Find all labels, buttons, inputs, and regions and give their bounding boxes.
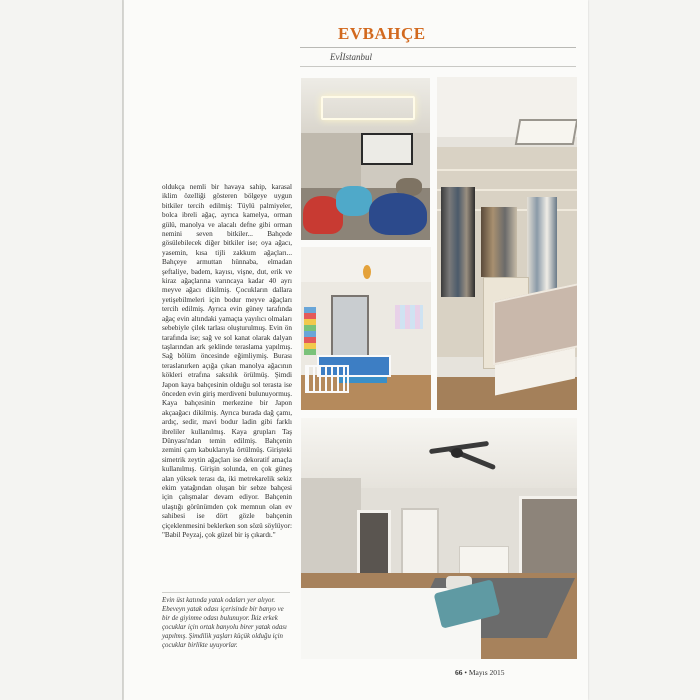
home-cinema-photo xyxy=(301,78,430,240)
page-footer xyxy=(455,668,505,677)
article-body xyxy=(162,183,292,540)
children-room-photo xyxy=(301,247,431,410)
caption-rule xyxy=(162,592,290,593)
section-title: EvİIstanbul xyxy=(330,52,372,62)
footer-separator: • xyxy=(462,668,469,677)
ceiling-fan-icon xyxy=(451,448,463,458)
photo-caption: Evin üst katında yatak odaları yer alıyor. Ebeveyn yatak odası içerisinde bir banyo ve bir de giyinme odası bulunuyor. İkiz erkek çocuklar için ortak banyolu birer yatak odası yapılmış. Şimdilik yaşları küçük olduğu için çocuklar birlikte uyuyorlar. xyxy=(162,597,287,649)
header-rule xyxy=(300,47,576,48)
magazine-brand: EVBAHÇE xyxy=(338,24,426,43)
page-number: 66 xyxy=(455,668,463,677)
article-paragraph: oldukça nemli bir havaya sahip, karasal iklim özelliği gösteren bölgeye uygun bitkiler tercih edilmiş: Tüylü palmiyeler, bolca ibreli ağaç, ayrıca kamelya, orman gülü, manolya ve alacalı defne gibi orman nemini seven bitkiler... Bahçede gösülebilecek diğer bitkiler ise; oya ağacı, yasemin, kısa tijli zakkum ağaçları... Bahçeye armuttan hünnaba, elmadan şeftaliye, badem, kayısı, vişne, dut, erik ve kiraz ağaçlarına varıncaya kadar 40 ayrı meyve ağacı dikilmiş. Çocukların dallara yetişebilmeleri için bodur meyve ağaçları tercih edilmiş. Ayrıca evin güney tarafında ağaç evin altındaki yamaçta yayılıcı olmaları sebebiyle çilek tarlası oluşturulmuş. Evin ön tarafında ise; sağ ve sol kanat olarak dalyan taşlarından ark şeklinde teraslama yapılmış. Sağ bölüm öncesinde eğimliymiş. Burası teraslanırken açığa çıkan manolya ağacının kökleri etrafına saksılık örülmüş. Şimdi Japon kaya bahçesinin olduğu sol terasta ise önceden evin giriş merdiveni bulunuyormuş. Kaya bahçesinin merkezine bir Japon akçaağacı dikilmiş. Ayrıca burada dağ çamı, ardıç, sedir, mavi bodur ladin gibi farklı ibreliler kullanılmış. Kaya grupları Taş Dünyası'ndan temin edilmiş. Bahçenin zemini çam kabuklarıyla örtülmüş. Girişteki simetrik zeytin ağaçları ise dekoratif amaçla kullanılmış. Girişin solunda, en çok güneş alan yüksek terası da, iki metrekarelik sekiz ekim yatağından oluşan bir sebze bahçesi için çalışmalar devam ediyor. Bahçenin ulaştığı görünümden çok memnun olan ev sahibesi ise dört gözle bahçenin çiçeklenmesini beklerken son sözü söylüyor: "Babil Peyzaj, çok güzel bir iş çıkardı." xyxy=(162,183,292,540)
issue-date: Mayıs 2015 xyxy=(468,668,505,677)
walk-in-wardrobe-photo xyxy=(437,77,577,410)
master-bedroom-photo xyxy=(301,418,577,659)
section-rule xyxy=(300,66,576,67)
